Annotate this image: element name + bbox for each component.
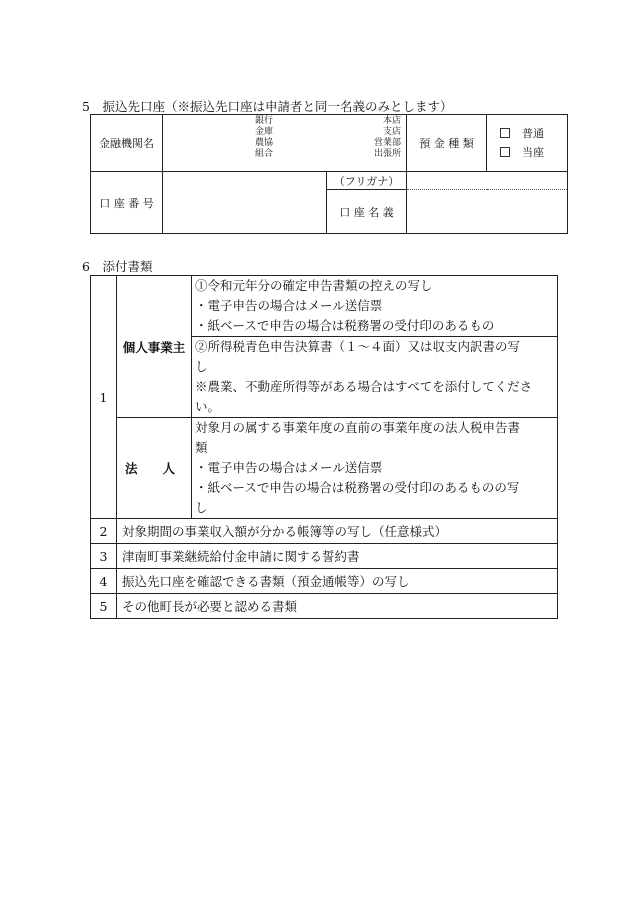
- account-number-field[interactable]: [163, 172, 327, 234]
- furigana-field[interactable]: [407, 172, 568, 190]
- attachment-item: 津南町事業継続給付金申請に関する誓約書: [117, 544, 558, 569]
- corporation-label: 法 人: [117, 418, 192, 519]
- branch-type-item: 出張所: [373, 149, 401, 159]
- row-number: 2: [91, 519, 117, 544]
- account-name-field[interactable]: [407, 190, 568, 234]
- row-number: 4: [91, 569, 117, 594]
- deposit-option-label: 普通: [522, 127, 544, 140]
- requirement-line: ①令和元年分の確定申告書類の控えの写し: [195, 278, 433, 293]
- deposit-type-label: 預 金 種 類: [407, 115, 487, 172]
- requirement-line: ・紙ベースで申告の場合は税務署の受付印のあるものの写: [195, 480, 520, 495]
- branch-type-list: [374, 116, 401, 160]
- requirement-line: ・電子申告の場合はメール送信票: [195, 460, 383, 475]
- bank-name-field[interactable]: [163, 115, 407, 172]
- account-name-label: 口 座 名 義: [327, 190, 407, 234]
- bank-type-item: 銀行: [255, 116, 274, 126]
- individual-label: 個人事業主: [117, 276, 192, 418]
- bank-name-label: 金融機関名: [91, 115, 163, 172]
- requirement-line: い。: [195, 399, 221, 414]
- deposit-option-ordinary[interactable]: [500, 124, 567, 143]
- individual-requirements: [192, 276, 558, 418]
- requirement-line: ②所得税青色申告決算書（１～４面）又は収支内訳書の写: [195, 339, 521, 354]
- attachment-item: 対象期間の事業収入額が分かる帳簿等の写し（任意様式）: [117, 519, 558, 544]
- account-number-label: 口 座 番 号: [91, 172, 163, 234]
- requirement-line: 類: [195, 440, 208, 455]
- requirement-line: し: [195, 359, 208, 374]
- branch-type-item: 本店: [382, 116, 401, 126]
- row-number: 1: [91, 276, 117, 519]
- individual-requirement-2: [192, 337, 557, 417]
- requirement-line: ・紙ベースで申告の場合は税務署の受付印のあるもの: [195, 318, 495, 333]
- attachment-item: 振込先口座を確認できる書類（預金通帳等）の写し: [117, 569, 558, 594]
- requirement-line: し: [195, 500, 208, 515]
- checkbox-icon[interactable]: [500, 128, 510, 138]
- section6-title: 6 添付書類: [82, 259, 153, 274]
- branch-type-item: 営業部: [373, 138, 401, 148]
- row-number: 3: [91, 544, 117, 569]
- bank-type-list: [255, 116, 273, 160]
- row-number: 5: [91, 594, 117, 619]
- bank-type-item: 農協: [255, 138, 274, 148]
- bank-type-item: 金庫: [255, 127, 274, 137]
- deposit-option-current[interactable]: [500, 143, 567, 162]
- section5-title: 5 振込先口座（※振込先口座は申請者と同一名義のみとします）: [82, 99, 453, 114]
- bank-account-table: [90, 114, 568, 234]
- requirement-line: 対象月の属する事業年度の直前の事業年度の法人税申告書: [195, 420, 521, 435]
- furigana-label: （フリガナ）: [327, 172, 407, 190]
- deposit-option-label: 当座: [522, 146, 544, 159]
- requirement-line: ※農業、不動産所得等がある場合はすべてを添付してくださ: [195, 379, 533, 394]
- requirement-line: ・電子申告の場合はメール送信票: [195, 298, 383, 313]
- bank-type-item: 組合: [255, 149, 274, 159]
- checkbox-icon[interactable]: [500, 147, 510, 157]
- attachments-table: [90, 275, 558, 619]
- corporation-requirements: [192, 418, 558, 519]
- attachment-item: その他町長が必要と認める書類: [117, 594, 558, 619]
- deposit-type-options: [487, 115, 568, 172]
- individual-requirement-1: [192, 276, 557, 337]
- branch-type-item: 支店: [382, 127, 401, 137]
